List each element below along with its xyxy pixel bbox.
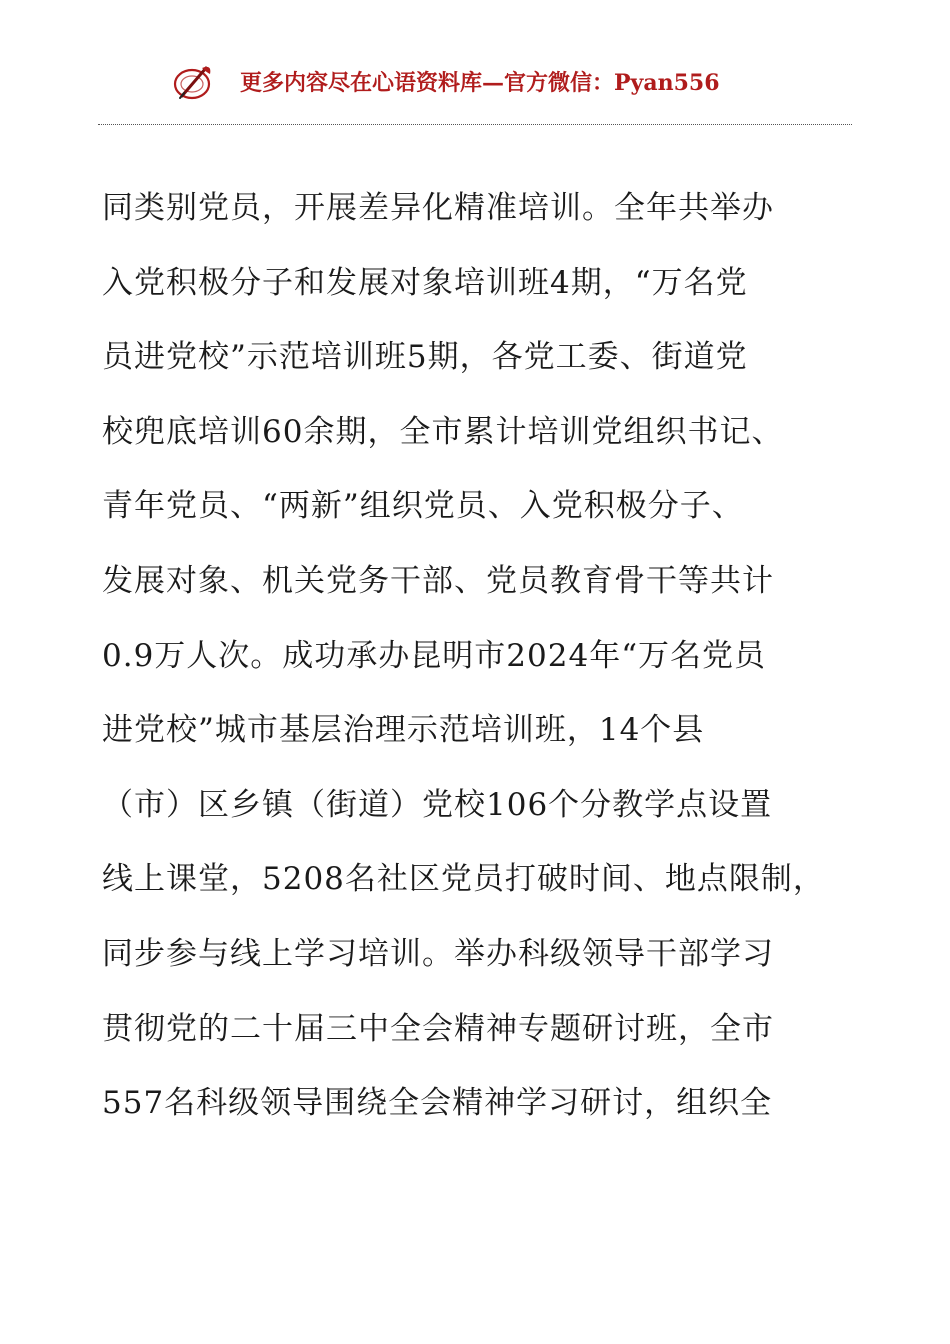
text-line: 进党校”城市基层治理示范培训班，14个县 [102,712,705,749]
header-divider [98,124,852,125]
header-title: 更多内容尽在心语资料库—官方微信：Pyan556 [240,70,720,96]
text-line: 员进党校”示范培训班5期，各党工委、街道党 [102,339,748,376]
text-line: （市）区乡镇（街道）党校106个分教学点设置 [102,786,773,823]
text-line: 青年党员、“两新”组织党员、入党积极分子、 [102,488,744,525]
text-line: 同类别党员，开展差异化精准培训。全年共举办 [102,190,774,226]
text-line: 校兜底培训60余期，全市累计培训党组织书记、 [102,413,784,450]
document-body [102,183,882,1153]
text-line: 线上课堂，5208名社区党员打破时间、地点限制， [102,861,825,898]
text-line: 557名科级领导围绕全会精神学习研讨，组织全 [102,1085,773,1122]
text-line: 同步参与线上学习培训。举办科级领导干部学习 [102,935,774,972]
page-header [0,58,950,104]
text-line: 0.9万人次。成功承办昆明市2024年“万名党员 [102,637,767,674]
text-line: 入党积极分子和发展对象培训班4期，“万名党 [102,264,748,301]
text-line: 贯彻党的二十届三中全会精神专题研讨班，全市 [102,1010,774,1047]
quill-pen-logo-icon [172,62,216,102]
text-line: 发展对象、机关党务干部、党员教育骨干等共计 [102,562,774,599]
